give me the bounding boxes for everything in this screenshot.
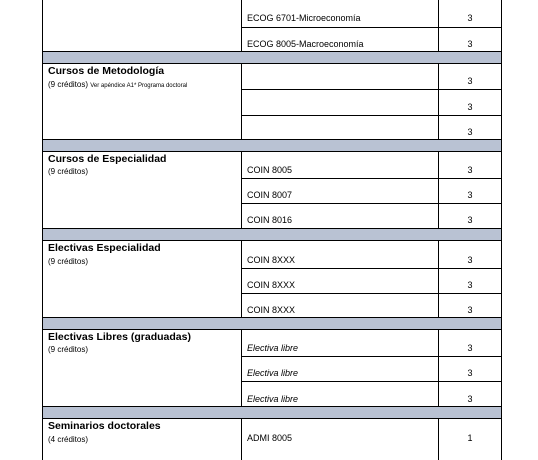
section-credits: (9 créditos) Ver apéndice A1* Programa doctoral xyxy=(48,80,188,89)
row-divider xyxy=(241,89,501,90)
section-credits: (9 créditos) xyxy=(48,257,89,266)
section-credits: (9 créditos) xyxy=(48,167,89,176)
course-cell: COIN 8XXX xyxy=(247,305,296,315)
credits-cell: 3 xyxy=(467,368,473,378)
row-divider xyxy=(241,293,501,294)
row-divider xyxy=(241,356,501,357)
credits-cell: 3 xyxy=(467,76,473,86)
course-cell: COIN 8XXX xyxy=(247,280,296,290)
row-divider xyxy=(241,268,501,269)
section-separator xyxy=(43,317,501,330)
course-cell: Electiva libre xyxy=(247,368,299,378)
credits-cell: 3 xyxy=(467,394,473,404)
credits-cell: 3 xyxy=(467,305,473,315)
credits-cell: 3 xyxy=(467,215,473,225)
course-cell: COIN 8016 xyxy=(247,215,293,225)
credits-cell: 3 xyxy=(467,127,473,137)
credits-cell: 3 xyxy=(467,280,473,290)
credits-cell: 3 xyxy=(467,39,473,49)
course-cell: COIN 8005 xyxy=(247,165,293,175)
course-cell: Electiva libre xyxy=(247,343,299,353)
section-credits: (9 créditos) xyxy=(48,345,89,354)
section-title: Electivas Especialidad xyxy=(48,242,161,254)
course-cell: ADMI 8005 xyxy=(247,433,293,443)
credits-cell: 3 xyxy=(467,102,473,112)
section-note: Ver apéndice A1* Programa doctoral xyxy=(90,83,188,89)
course-cell: ECOG 8005-Macroeconomía xyxy=(247,39,364,49)
course-cell: COIN 8XXX xyxy=(247,255,296,265)
credits-cell: 3 xyxy=(467,165,473,175)
section-credits: (4 créditos) xyxy=(48,435,89,444)
section-separator xyxy=(43,51,501,64)
row-divider xyxy=(241,27,501,28)
section-title: Cursos de Metodología xyxy=(48,65,165,77)
row-divider xyxy=(241,115,501,116)
row-divider xyxy=(241,178,501,179)
credits-cell: 3 xyxy=(467,255,473,265)
section-title: Cursos de Especialidad xyxy=(48,153,167,165)
section-title: Seminarios doctorales xyxy=(48,420,161,432)
course-cell: ECOG 6701-Microeconomía xyxy=(247,13,361,23)
row-divider xyxy=(241,203,501,204)
row-divider xyxy=(241,381,501,382)
credits-cell: 3 xyxy=(467,190,473,200)
course-cell: Electiva libre xyxy=(247,394,299,404)
section-separator xyxy=(43,228,501,241)
credits-cell: 3 xyxy=(467,343,473,353)
section-title: Electivas Libres (graduadas) xyxy=(48,331,191,343)
credits-cell: 1 xyxy=(467,433,473,443)
course-cell: COIN 8007 xyxy=(247,190,293,200)
section-separator xyxy=(43,139,501,152)
curriculum-table xyxy=(42,0,502,460)
section-separator xyxy=(43,406,501,419)
credits-cell: 3 xyxy=(467,13,473,23)
